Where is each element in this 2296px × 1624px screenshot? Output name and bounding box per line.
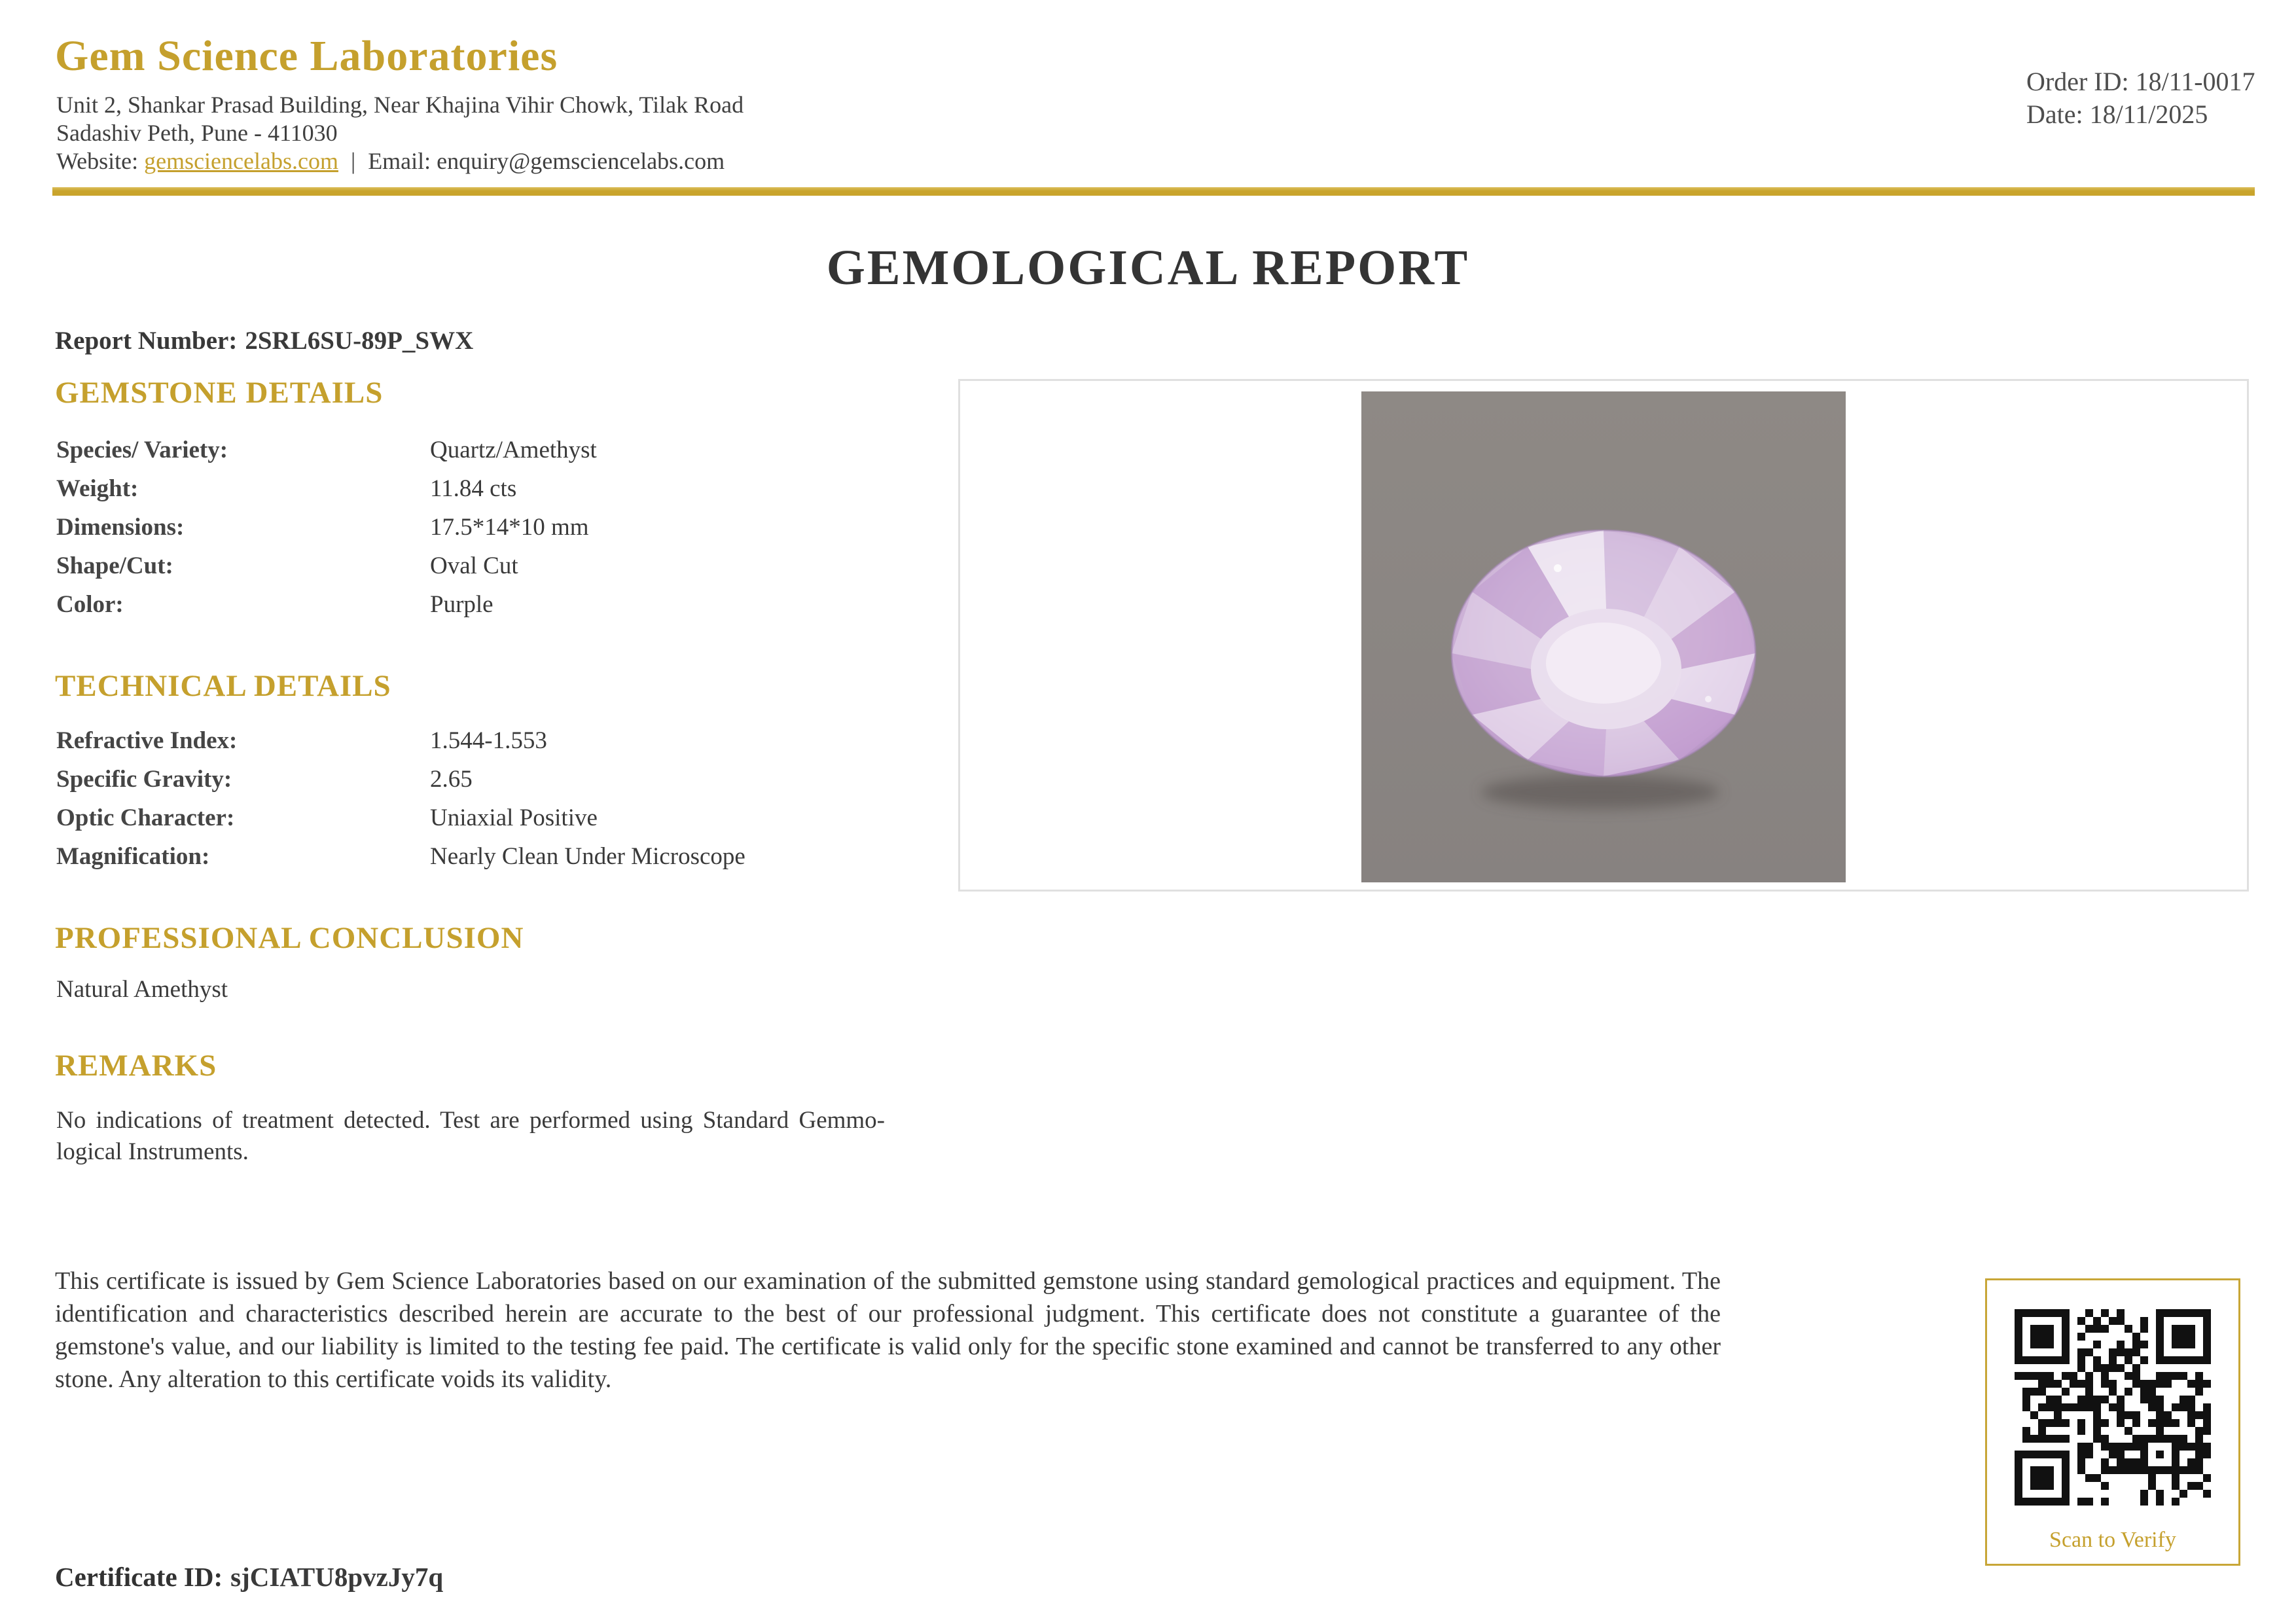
detail-label: Optic Character:	[56, 804, 235, 831]
detail-label: Magnification:	[56, 843, 210, 870]
detail-label: Refractive Index:	[56, 727, 238, 754]
conclusion-text: Natural Amethyst	[56, 976, 228, 1003]
detail-label: Shape/Cut:	[56, 552, 173, 579]
remarks-line1: No indications of treatment detected. Test are performed using Standard Gemmo-	[56, 1107, 885, 1134]
detail-label: Color:	[56, 591, 124, 618]
lab-address-line1: Unit 2, Shankar Prasad Building, Near Khajina Vihir Chowk, Tilak Road	[56, 92, 744, 118]
amethyst-gem-image	[1361, 391, 1846, 882]
detail-label: Specific Gravity:	[56, 766, 232, 793]
lab-address-line2: Sadashiv Peth, Pune - 411030	[56, 120, 338, 146]
detail-row	[56, 799, 960, 837]
detail-row	[56, 469, 960, 508]
report-date: Date: 18/11/2025	[2026, 99, 2208, 129]
qr-caption: Scan to Verify	[2049, 1528, 2176, 1552]
remarks-line2: logical Instruments.	[56, 1138, 249, 1165]
gem-photo-frame	[958, 379, 2249, 892]
detail-row	[56, 547, 960, 585]
detail-value: 11.84 cts	[430, 475, 517, 502]
detail-value: Quartz/Amethyst	[430, 437, 597, 463]
detail-label: Weight:	[56, 475, 139, 502]
report-number-line	[55, 326, 473, 355]
certificate-id-line	[55, 1561, 443, 1593]
gemstone-details-heading: GEMSTONE DETAILS	[55, 376, 384, 410]
page-title: GEMOLOGICAL REPORT	[826, 240, 1470, 295]
technical-details-heading: TECHNICAL DETAILS	[55, 669, 391, 703]
detail-value: 2.65	[430, 766, 473, 793]
detail-row	[56, 837, 960, 876]
detail-row	[56, 431, 960, 469]
gemstone-details-table	[56, 431, 960, 624]
detail-value: Nearly Clean Under Microscope	[430, 843, 745, 870]
detail-value: Uniaxial Positive	[430, 804, 598, 831]
qr-code	[2015, 1309, 2211, 1506]
remarks-text	[56, 1105, 885, 1168]
technical-details-table	[56, 721, 960, 876]
gold-divider-bar	[52, 187, 2255, 196]
certificate-id-value: sjCIATU8pvzJy7q	[230, 1562, 444, 1592]
order-id: Order ID: 18/11-0017	[2026, 67, 2255, 96]
detail-row	[56, 585, 960, 624]
detail-row	[56, 721, 960, 760]
remarks-heading: REMARKS	[55, 1049, 217, 1083]
qr-verify-box	[1985, 1278, 2240, 1566]
detail-row	[56, 508, 960, 547]
order-info-block	[2026, 65, 2255, 131]
disclaimer-text: This certificate is issued by Gem Science Laboratories based on our examination of the submitted gemstone using standard gemological practices and equipment. The identification and characteristics described herein are accurate to the best of our professional judgment. This certificate does not constitute a guarantee of the gemstone's value, and our liability is limited to the testing fee paid. The certificate is valid only for the specific stone examined and cannot be transferred to any other stone. Any alteration to this certificate voids its validity.	[55, 1267, 1721, 1393]
detail-label: Dimensions:	[56, 514, 185, 541]
report-number-value: 2SRL6SU-89P_SWX	[245, 327, 474, 355]
certificate-id-label: Certificate ID:	[55, 1562, 223, 1592]
email-text: Email: enquiry@gemsciencelabs.com	[368, 148, 725, 174]
contact-separator: |	[350, 148, 356, 174]
lab-contact-line	[56, 147, 725, 175]
detail-value: 17.5*14*10 mm	[430, 514, 589, 541]
website-label: Website:	[56, 148, 139, 174]
detail-row	[56, 760, 960, 799]
website-link[interactable]: gemsciencelabs.com	[144, 148, 338, 174]
detail-value: Purple	[430, 591, 493, 618]
gem-photo	[1361, 391, 1846, 882]
detail-value: Oval Cut	[430, 552, 518, 579]
conclusion-heading: PROFESSIONAL CONCLUSION	[55, 921, 524, 955]
report-number-label: Report Number:	[55, 327, 238, 355]
detail-label: Species/ Variety:	[56, 437, 228, 463]
lab-name: Gem Science Laboratories	[55, 32, 558, 80]
detail-value: 1.544-1.553	[430, 727, 547, 754]
